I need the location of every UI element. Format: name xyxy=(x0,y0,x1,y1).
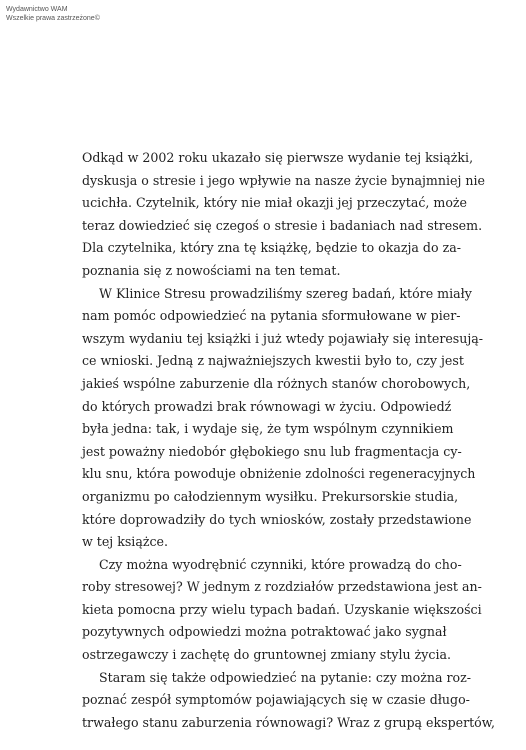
text-line: trwałego stanu zaburzenia równowagi? Wraz z grupą ekspertów, xyxy=(82,714,496,730)
page-body-text xyxy=(82,147,496,734)
text-line: dyskusja o stresie i jego wpływie na nasze życie bynajmniej nie xyxy=(82,172,485,188)
text-line: wszym wydaniu tej książki i już wtedy pojawiały się interesują- xyxy=(82,330,484,346)
paragraph xyxy=(82,147,485,283)
text-line: Dla czytelnika, który zna tę książkę, będzie to okazja do za- xyxy=(82,240,461,256)
text-line: pozytywnych odpowiedzi można potraktować jako sygnał xyxy=(82,624,447,640)
text-line: które doprowadziły do tych wniosków, zostały przedstawione xyxy=(82,511,472,527)
text-line: Staram się także odpowiedzieć na pytanie: czy można roz- xyxy=(99,669,471,685)
text-line: ce wnioski. Jedną z najważniejszych kwestii było to, czy jest xyxy=(82,353,464,369)
paragraph xyxy=(82,554,482,667)
text-line: poznania się z nowościami na ten temat. xyxy=(82,262,341,278)
text-line: klu snu, która powoduje obniżenie zdolności regeneracyjnych xyxy=(82,466,476,482)
text-line: jakieś wspólne zaburzenie dla różnych stanów chorobowych, xyxy=(82,375,471,391)
text-line: ucichła. Czytelnik, który nie miał okazji jej przeczytać, może xyxy=(82,195,468,211)
text-line: do których prowadzi brak równowagi w życiu. Odpowiedź xyxy=(82,398,452,414)
text-line: poznać zespół symptomów pojawiających się w czasie długo- xyxy=(82,692,470,708)
text-line: teraz dowiedzieć się czegoś o stresie i badaniach nad stresem. xyxy=(82,217,483,233)
text-line: roby stresowej? W jednym z rozdziałów przedstawiona jest an- xyxy=(82,579,482,595)
text-line: organizmu po całodziennym wysiłku. Prekursorskie studia, xyxy=(82,488,459,504)
text-line: była jedna: tak, i wydaje się, że tym wspólnym czynnikiem xyxy=(82,421,454,437)
text-line: Czy można wyodrębnić czynniki, które prowadzą do cho- xyxy=(99,556,462,572)
publisher-watermark xyxy=(6,5,100,23)
text-line: jest poważny niedobór głębokiego snu lub fragmentacja cy- xyxy=(82,443,462,459)
text-line: Odkąd w 2002 roku ukazało się pierwsze wydanie tej książki, xyxy=(82,150,474,165)
rights-notice: Wszelkie prawa zastrzeżone© xyxy=(6,15,100,22)
text-line: nam pomóc odpowiedzieć na pytania sformułowane w pier- xyxy=(82,308,461,324)
text-line: W Klinice Stresu prowadziliśmy szereg badań, które miały xyxy=(99,285,472,301)
text-line: ostrzegawczy i zachętę do gruntownej zmiany stylu życia. xyxy=(82,647,451,663)
paragraph xyxy=(82,667,496,735)
publisher-name: Wydawnictwo WAM xyxy=(6,6,68,13)
text-line: w tej książce. xyxy=(82,534,168,550)
text-line: kieta pomocna przy wielu typach badań. Uzyskanie większości xyxy=(82,601,482,617)
paragraph xyxy=(82,283,484,554)
